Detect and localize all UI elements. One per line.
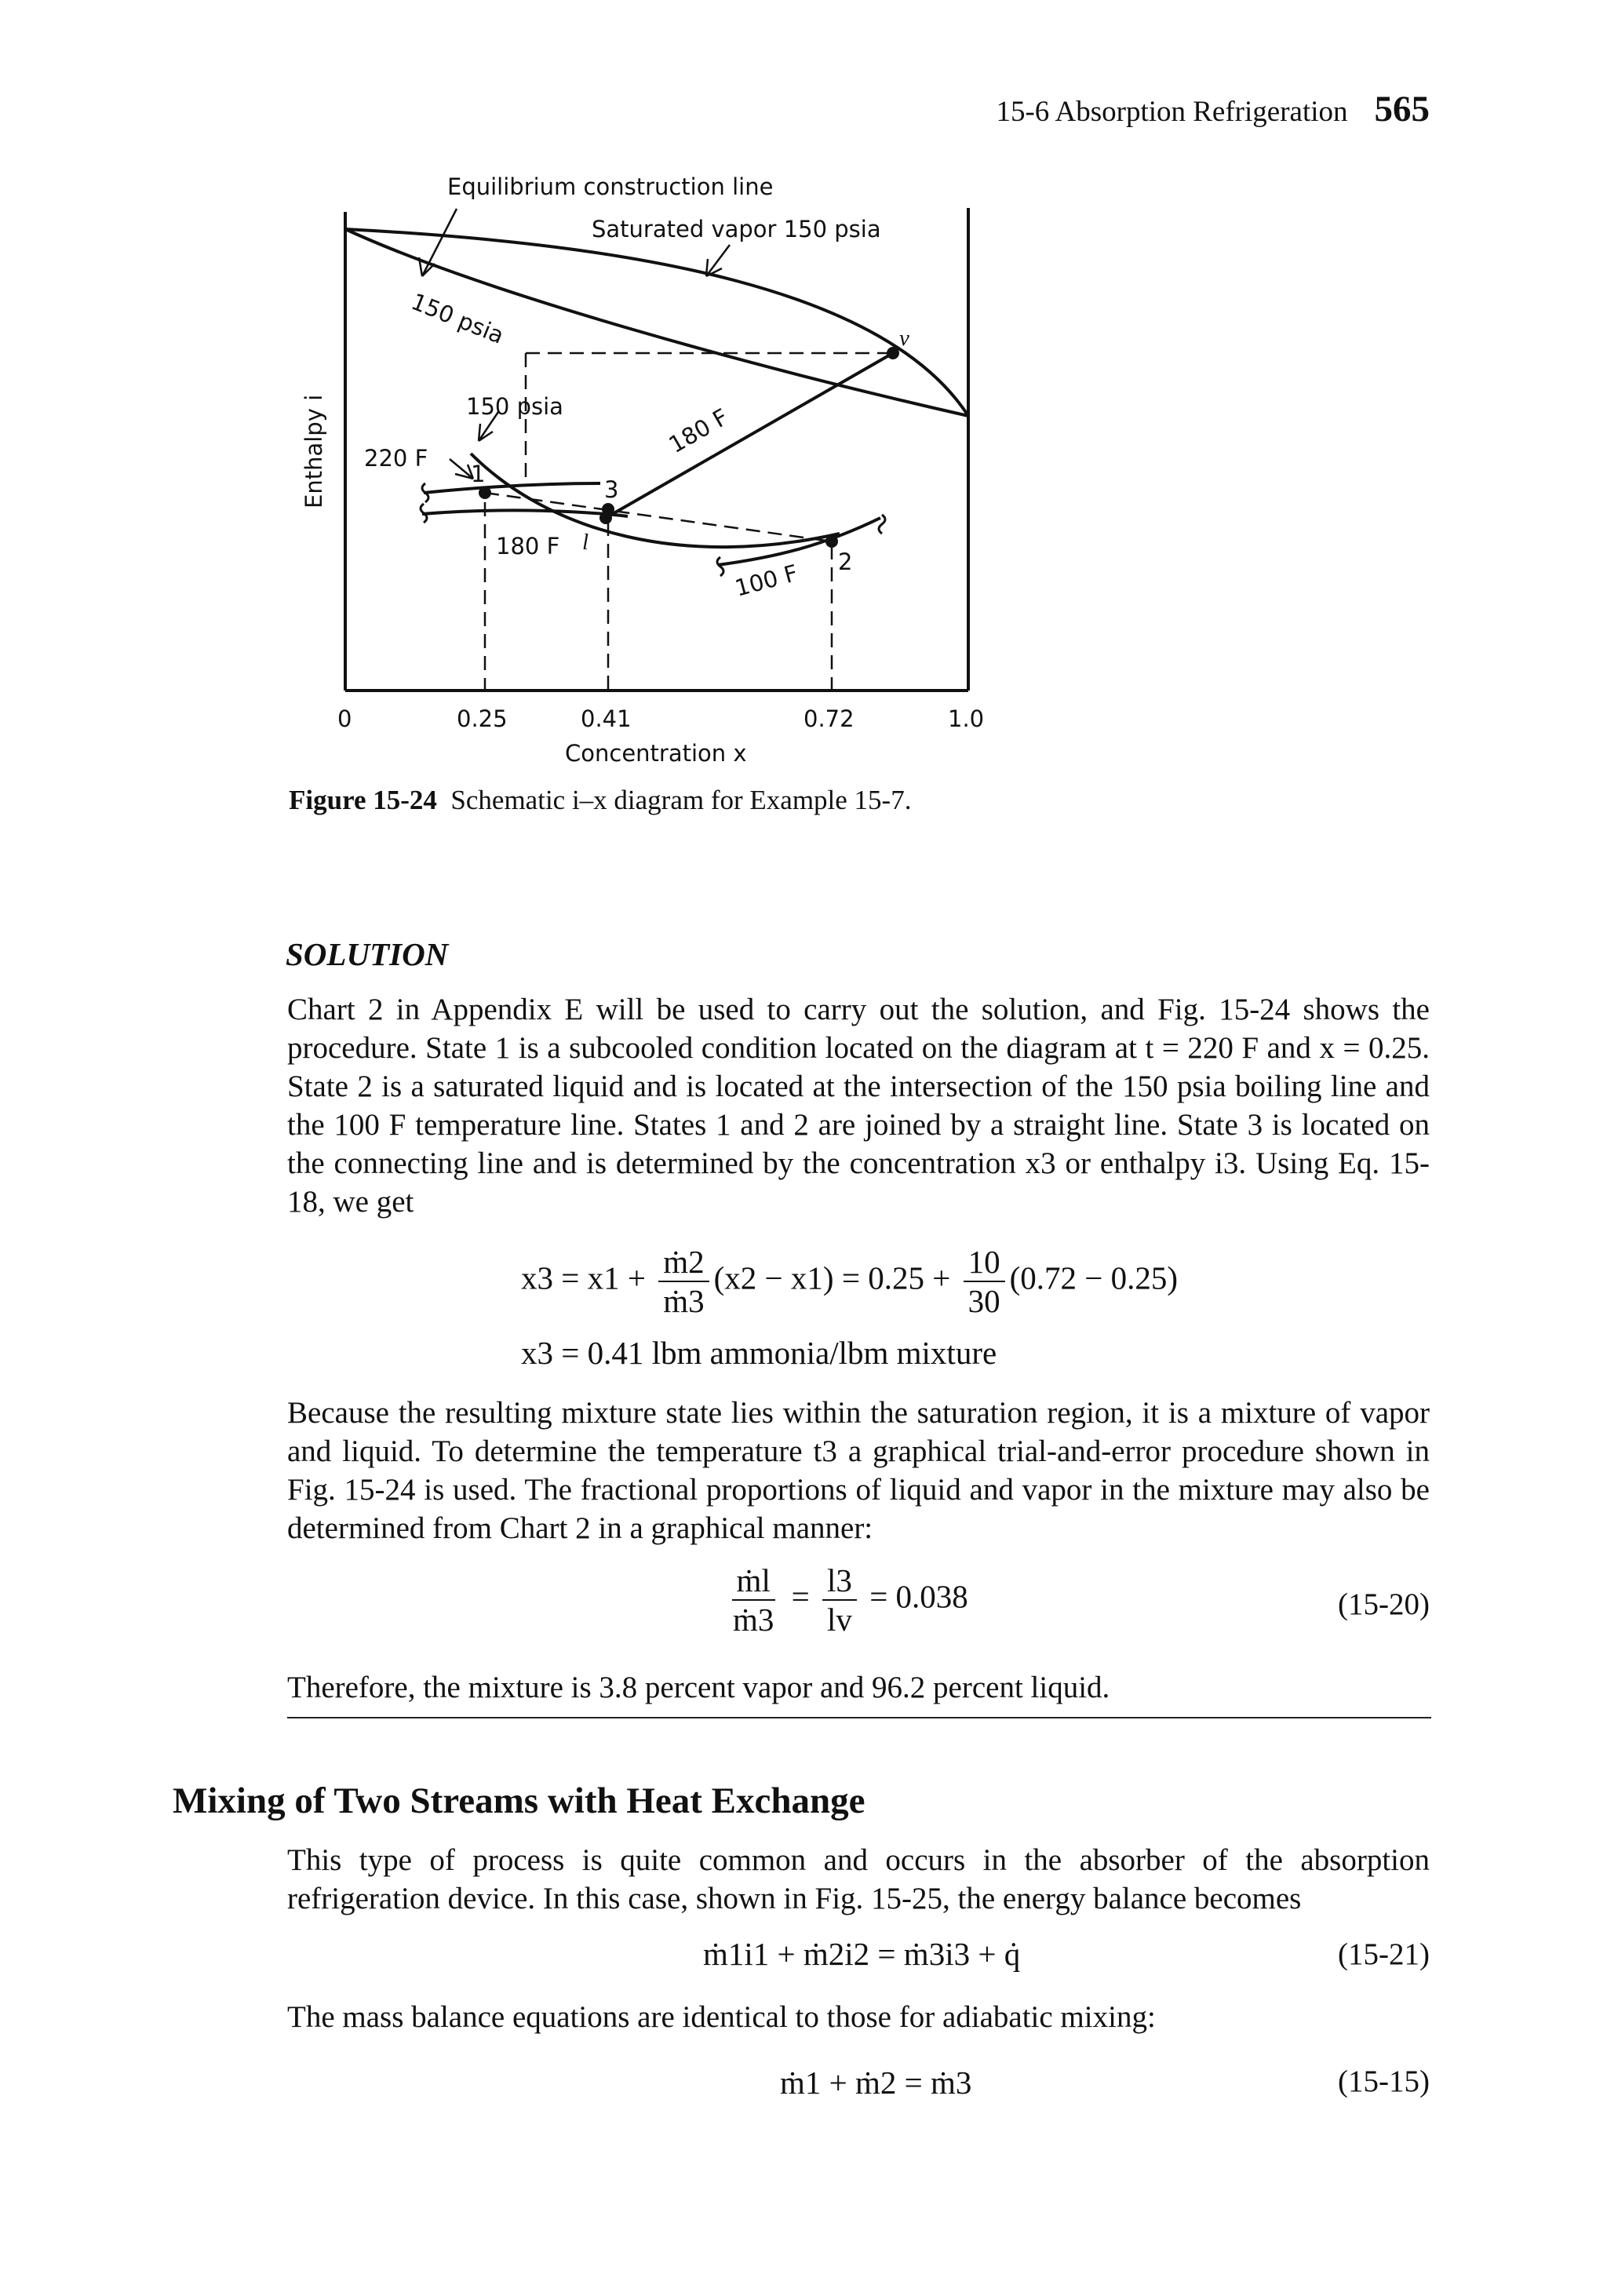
eq1-fraction-10-30 — [964, 1243, 1005, 1320]
eq2020-num1: ṁl — [732, 1562, 775, 1601]
label-150psia-liquid: 150 psia — [466, 393, 563, 420]
x-axis-label: Concentration x — [565, 740, 747, 767]
paragraph-1: Chart 2 in Appendix E will be used to carry out the solution, and Fig. 15-24 shows the procedure. State 1 is a subcooled condition located on the diagram at t = 220 F and x = 0.25. State 2 is a saturated liquid and is located at the intersection of the 150 psia boiling line and the 100 F temperature line. States 1 and 2 are joined by a straight line. State 3 is located on the connecting line and is determined by the concentration x3 or enthalpy i3. Using Eq. 15-18, we get — [287, 993, 1430, 1219]
paragraph-2: Because the resulting mixture state lies within the saturation region, it is a mixture of vapor and liquid. To determine the temperature t3 a graphical trial-and-error procedure shown in Fig. 15-24 is used. The fractional proportions of liquid and vapor in the mixture may also be determined from Chart 2 in a graphical manner: — [287, 1396, 1430, 1545]
ix-diagram — [290, 157, 1020, 777]
equation-15-20: $\frac{\text{ṁl}}{\text{ṁ3}}$ = $\frac{l3}{lv}$ = 0.038 — [723, 1562, 968, 1638]
example-end-rule — [287, 1717, 1431, 1718]
header-section: 15-6 Absorption Refrigeration — [996, 96, 1348, 128]
equation-number-15-21: (15-21) — [1338, 1937, 1430, 1971]
state-point-3 — [602, 503, 614, 516]
isotherm-100F-brace — [717, 557, 723, 576]
x-tick-10: 1.0 — [948, 705, 985, 732]
eq2020-num2: l3 — [822, 1562, 857, 1601]
figure-caption-text: Schematic i–x diagram for Example 15-7. — [450, 785, 912, 815]
label-220F: 220 F — [364, 445, 428, 472]
label-180F-lower: 180 F — [496, 533, 560, 559]
figure-caption — [289, 785, 911, 816]
eq2020-frac2 — [822, 1562, 857, 1638]
eq1-rhs: (0.72 − 0.25) — [1009, 1259, 1179, 1296]
page-number: 565 — [1374, 89, 1430, 129]
eq2020-rhs: = 0.038 — [869, 1578, 968, 1615]
y-axis-label: Enthalpy i — [301, 394, 327, 508]
state-point-1 — [479, 487, 491, 499]
isotherm-180F — [422, 510, 628, 516]
x-tick-025: 0.25 — [457, 705, 508, 732]
running-header — [996, 88, 1430, 130]
equation-15-21: ṁ1i1 + ṁ2i2 = ṁ3i3 + q̇ — [703, 1936, 1021, 1972]
paragraph-5: The mass balance equations are identical to those for adiabatic mixing: — [287, 2000, 1156, 2034]
section-heading: Mixing of Two Streams with Heat Exchange — [173, 1780, 865, 1821]
eq1-frac-num: ṁ2 — [658, 1243, 709, 1282]
eq1-mid: (x2 − x1) = 0.25 + — [713, 1259, 959, 1296]
equation-number-15-20: (15-20) — [1338, 1587, 1430, 1621]
arrow-220F — [450, 459, 473, 479]
state-point-2 — [825, 535, 838, 548]
eq1-fraction-m2-m3 — [658, 1243, 709, 1320]
paragraph-3: Therefore, the mixture is 3.8 percent vapor and 96.2 percent liquid. — [287, 1671, 1110, 1704]
eq1-frac2-num: 10 — [964, 1243, 1005, 1282]
label-150psia-upper: 150 psia — [407, 287, 508, 349]
equation-15-15: ṁ1 + ṁ2 = ṁ3 — [780, 2065, 972, 2101]
equation-number-15-15: (15-15) — [1338, 2065, 1430, 2098]
label-point-1: 1 — [471, 461, 486, 487]
label-equilibrium-line: Equilibrium construction line — [447, 173, 774, 200]
tie-line-lv — [606, 353, 893, 518]
label-point-2: 2 — [838, 548, 853, 575]
state-point-v — [887, 347, 899, 359]
eq2020-frac1 — [728, 1562, 778, 1638]
x-tick-041: 0.41 — [581, 705, 632, 732]
x-tick-0: 0 — [337, 705, 352, 732]
eq2020-den2: lv — [827, 1602, 852, 1638]
eq1-frac2-den: 30 — [967, 1283, 1000, 1319]
label-point-l: l — [582, 530, 589, 555]
arrow-saturated-vapor — [706, 245, 730, 276]
label-point-3: 3 — [604, 476, 619, 503]
eq2020-den1: ṁ3 — [733, 1602, 774, 1638]
solution-heading: SOLUTION — [286, 936, 449, 972]
equation-x3 — [521, 1243, 1178, 1320]
paragraph-4: This type of process is quite common and occurs in the absorber of the absorption refrigeration device. In this case, shown in Fig. 15-25, the energy balance becomes — [287, 1843, 1430, 1915]
eq1-frac-den: ṁ3 — [663, 1283, 705, 1319]
label-saturated-vapor: Saturated vapor 150 psia — [592, 216, 881, 242]
equation-x3-result: x3 = 0.41 lbm ammonia/lbm mixture — [521, 1335, 997, 1371]
label-100F: 100 F — [732, 559, 801, 602]
figure-label: Figure 15-24 — [289, 785, 437, 815]
label-180F-tie: 180 F — [664, 403, 733, 459]
eq1-lhs: x3 = x1 + — [521, 1259, 654, 1296]
x-tick-072: 0.72 — [804, 705, 855, 732]
label-point-v: v — [899, 326, 909, 351]
